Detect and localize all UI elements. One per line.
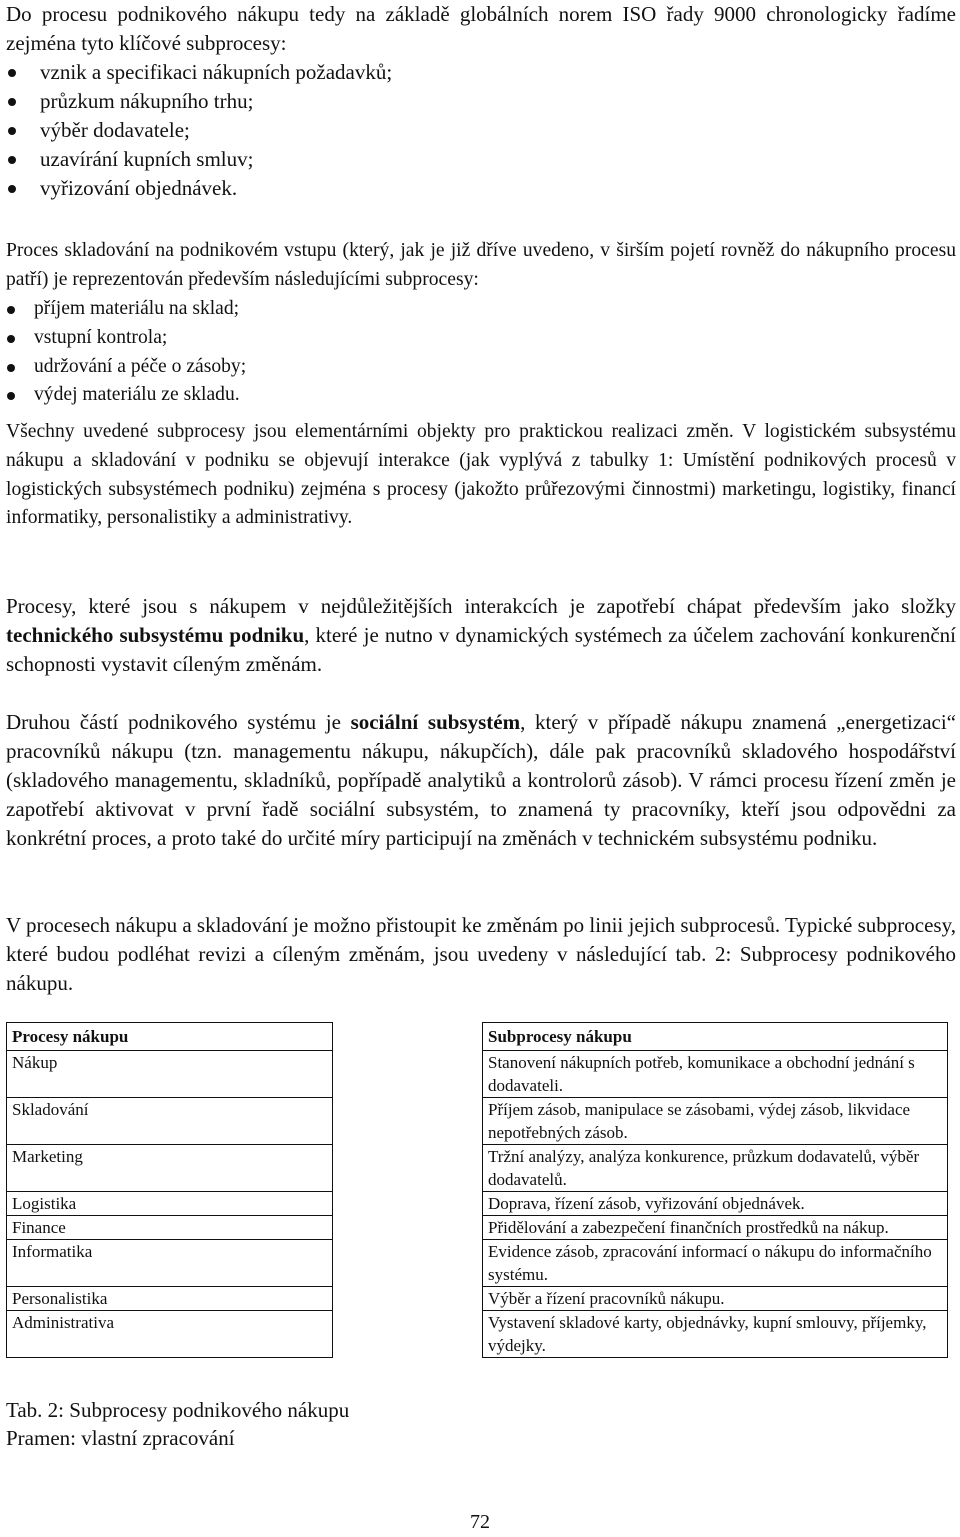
list-item: vstupní kontrola; [6, 324, 246, 353]
table-row: Skladování Příjem zásob, manipulace se zásobami, výdej zásob, likvidace nepotřebných zásob. [7, 1098, 948, 1145]
list-item: udržování a péče o zásoby; [6, 353, 246, 382]
table-row: Marketing Tržní analýzy, analýza konkurence, průzkum dodavatelů, výběr dodavatelů. [7, 1145, 948, 1192]
bullet-icon [7, 364, 15, 372]
paragraph-social-subsystem: Druhou částí podnikového systému je sociální subsystém, který v případě nákupu znamená „energetizaci“ pracovníků nákupu (tzn. managementu nákupu, nákupčích), dále pak pracovníků skladového hospodářství (skladového managementu, skladníků, popřípadě analytiků a kontrolorů zásob). V rámci procesu řízení změn je zapotřebí aktivovat v první řadě sociální subsystém, to znamená ty pracovníky, kteří jsou odpovědni za konkrétní proces, a proto také do určité míry participují na změnách v technickém subsystému podniku. [6, 710, 956, 850]
list-item: vyřizování objednávek. [6, 174, 392, 203]
bullet-icon [8, 69, 16, 77]
bullet-icon [8, 185, 16, 193]
table-source: Pramen: vlastní zpracování [6, 1426, 235, 1450]
table-row: Administrativa Vystavení skladové karty, objednávky, kupní smlouvy, příjemky, výdejky. [7, 1311, 948, 1358]
page-number: 72 [470, 1511, 490, 1533]
list-item: uzavírání kupních smluv; [6, 145, 392, 174]
bullet-icon [8, 127, 16, 135]
paragraph-storage-process: Proces skladování na podnikovém vstupu (který, jak je již dříve uvedeno, v širším pojetí rovněž do nákupního procesu patří) je reprezentován především následujícími subprocesy: [6, 240, 956, 290]
column-header-subprocesses: Subprocesy nákupu [483, 1023, 948, 1051]
subprocesses-table [6, 1022, 948, 1358]
bold-term: technického subsystému podniku [6, 623, 305, 647]
table-row: Logistika Doprava, řízení zásob, vyřizování objednávek. [7, 1192, 948, 1216]
paragraph-interactions: Všechny uvedené subprocesy jsou elementárními objekty pro praktickou realizaci změn. V logistickém subsystému nákupu a skladování v podniku se objevují interakce (jak vyplývá z tabulky 1: Umístění podnikových procesů v logistických subsystémech podniku) zejména s procesy (jakožto průřezovými činnostmi) marketingu, logistiky, financí informatiky, personalistiky a administrativy. [6, 421, 956, 529]
bullet-icon [8, 156, 16, 164]
bullet-icon [7, 335, 15, 343]
paragraph-technical-subsystem: Procesy, které jsou s nákupem v nejdůležitějších interakcích je zapotřebí chápat především jako složky technického subsystému podniku, které je nutno v dynamických systémech za účelem zachování konkurenční schopnosti vystavit cíleným změnám. [6, 594, 956, 676]
list-item: výdej materiálu ze skladu. [6, 381, 246, 410]
table-row: Nákup Stanovení nákupních potřeb, komunikace a obchodní jednání s dodavateli. [7, 1051, 948, 1098]
bullet-list-storage-subprocesses [6, 295, 246, 410]
list-item: příjem materiálu na sklad; [6, 295, 246, 324]
bullet-list-purchasing-subprocesses [6, 58, 392, 203]
bullet-icon [8, 98, 16, 106]
bullet-icon [7, 392, 15, 400]
bullet-icon [7, 306, 15, 314]
column-header-processes: Procesy nákupu [7, 1023, 333, 1051]
list-item: průzkum nákupního trhu; [6, 87, 392, 116]
table-row: Personalistika Výběr a řízení pracovníků nákupu. [7, 1287, 948, 1311]
list-item: vznik a specifikaci nákupních požadavků; [6, 58, 392, 87]
table-row: Informatika Evidence zásob, zpracování informací o nákupu do informačního systému. [7, 1240, 948, 1287]
bold-term: sociální subsystém [350, 710, 521, 734]
table-caption: Tab. 2: Subprocesy podnikového nákupu [6, 1398, 350, 1422]
table-row: Finance Přidělování a zabezpečení finančních prostředků na nákup. [7, 1216, 948, 1240]
paragraph-change-subprocesses: V procesech nákupu a skladování je možno přistoupit ke změnám po linii jejich subprocesů. Typické subprocesy, které budou podléhat revizi a cíleným změnám, jsou uvedeny v následující tab. 2: Subprocesy podnikového nákupu. [6, 913, 956, 995]
table-header-row [7, 1023, 948, 1051]
list-item: výběr dodavatele; [6, 116, 392, 145]
paragraph-iso-intro: Do procesu podnikového nákupu tedy na základě globálních norem ISO řady 9000 chronologicky řadíme zejména tyto klíčové subprocesy: [6, 2, 956, 55]
